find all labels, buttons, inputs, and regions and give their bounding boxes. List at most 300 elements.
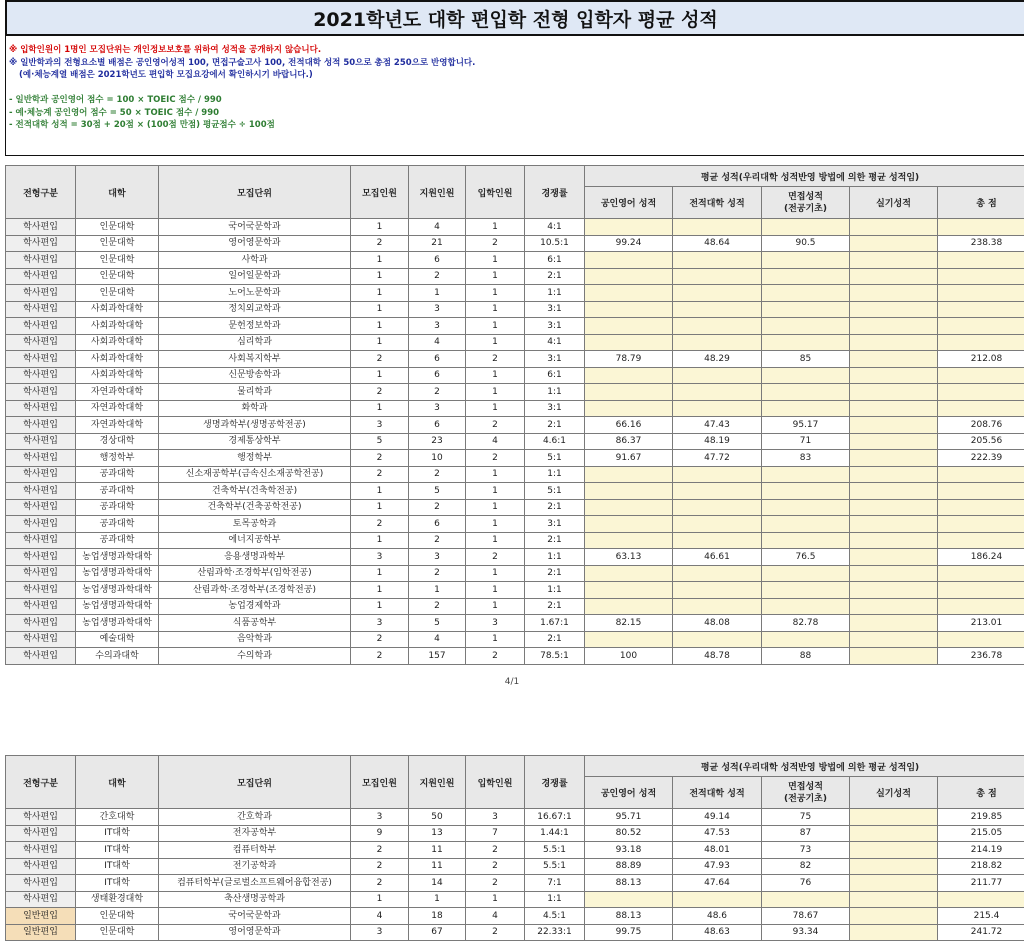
cell-unit: 국어국문학과 (159, 219, 351, 236)
header-total: 총 점 (938, 187, 1024, 219)
cell-unit: 축산생명공학과 (159, 891, 351, 908)
cell-quota: 1 (351, 367, 409, 384)
cell-interview (762, 219, 850, 236)
cell-practical (850, 466, 938, 483)
cell-college: 농업생명과학대학 (76, 549, 159, 566)
cell-english (585, 582, 673, 599)
cell-ratio: 16.67:1 (525, 809, 585, 826)
results-table-1 (5, 165, 1024, 665)
cell-english: 66.16 (585, 417, 673, 434)
cell-ratio: 2:1 (525, 598, 585, 615)
cell-total: 205.56 (938, 433, 1024, 450)
table-row (6, 549, 1024, 566)
cell-english (585, 516, 673, 533)
cell-interview: 82.78 (762, 615, 850, 632)
table-row (6, 891, 1024, 908)
cell-total: 208.76 (938, 417, 1024, 434)
header-avg-group: 평균 성적(우리대학 성적반영 방법에 의한 평균 성적임) (585, 756, 1024, 777)
cell-unit: 전기공학과 (159, 858, 351, 875)
cell-unit: 경제통상학부 (159, 433, 351, 450)
table-row (6, 582, 1024, 599)
cell-interview: 88 (762, 648, 850, 665)
cell-english: 80.52 (585, 825, 673, 842)
header-ratio: 경쟁률 (525, 166, 585, 219)
table-body-2 (6, 809, 1024, 941)
cell-type: 학사편입 (6, 219, 76, 236)
cell-admitted: 2 (466, 450, 525, 467)
cell-total (938, 499, 1024, 516)
cell-applicants: 21 (409, 235, 466, 252)
cell-practical (850, 908, 938, 925)
cell-english: 91.67 (585, 450, 673, 467)
header-quota: 모집인원 (351, 756, 409, 809)
header-total: 총 점 (938, 777, 1024, 809)
cell-type: 학사편입 (6, 466, 76, 483)
cell-english: 100 (585, 648, 673, 665)
cell-college: 농업생명과학대학 (76, 565, 159, 582)
table-row (6, 532, 1024, 549)
cell-practical (850, 532, 938, 549)
cell-applicants: 2 (409, 598, 466, 615)
cell-applicants: 13 (409, 825, 466, 842)
cell-ratio: 1:1 (525, 891, 585, 908)
cell-ratio: 1:1 (525, 466, 585, 483)
cell-english (585, 891, 673, 908)
cell-admitted: 2 (466, 842, 525, 859)
cell-applicants: 10 (409, 450, 466, 467)
cell-prev-univ (673, 532, 762, 549)
cell-practical (850, 582, 938, 599)
table-row (6, 565, 1024, 582)
cell-ratio: 2:1 (525, 631, 585, 648)
cell-practical (850, 858, 938, 875)
cell-admitted: 4 (466, 433, 525, 450)
cell-type: 학사편입 (6, 252, 76, 269)
header-type: 전형구분 (6, 756, 76, 809)
cell-interview (762, 516, 850, 533)
cell-prev-univ: 48.01 (673, 842, 762, 859)
cell-college: 예술대학 (76, 631, 159, 648)
privacy-note: ※ 입학인원이 1명인 모집단위는 개인정보보호를 위하여 성적을 공개하지 않습니다. (9, 45, 322, 55)
cell-applicants: 2 (409, 565, 466, 582)
cell-total: 215.05 (938, 825, 1024, 842)
cell-unit: 농업경제학과 (159, 598, 351, 615)
cell-ratio: 10.5:1 (525, 235, 585, 252)
cell-unit: 에너지공학부 (159, 532, 351, 549)
header-practical: 실기성적 (850, 187, 938, 219)
cell-interview: 93.34 (762, 924, 850, 941)
cell-interview: 85 (762, 351, 850, 368)
cell-college: IT대학 (76, 858, 159, 875)
cell-interview (762, 499, 850, 516)
cell-unit: 응용생명과학부 (159, 549, 351, 566)
header-type: 전형구분 (6, 166, 76, 219)
table-row (6, 351, 1024, 368)
cell-quota: 1 (351, 598, 409, 615)
cell-college: 농업생명과학대학 (76, 582, 159, 599)
cell-ratio: 2:1 (525, 565, 585, 582)
cell-unit: 건축학부(건축공학전공) (159, 499, 351, 516)
cell-interview: 90.5 (762, 235, 850, 252)
cell-total (938, 565, 1024, 582)
cell-applicants: 3 (409, 400, 466, 417)
header-interview-line1: 면접성적 (788, 781, 823, 792)
table-row (6, 483, 1024, 500)
cell-unit: 사학과 (159, 252, 351, 269)
cell-unit: 음악학과 (159, 631, 351, 648)
cell-admitted: 2 (466, 549, 525, 566)
table-row (6, 400, 1024, 417)
cell-total (938, 891, 1024, 908)
cell-interview: 78.67 (762, 908, 850, 925)
cell-interview: 87 (762, 825, 850, 842)
cell-applicants: 3 (409, 301, 466, 318)
cell-interview: 95.17 (762, 417, 850, 434)
cell-quota: 1 (351, 891, 409, 908)
cell-applicants: 157 (409, 648, 466, 665)
cell-total (938, 582, 1024, 599)
cell-total: 241.72 (938, 924, 1024, 941)
table-row (6, 908, 1024, 925)
cell-practical (850, 301, 938, 318)
cell-unit: 국어국문학과 (159, 908, 351, 925)
cell-practical (850, 549, 938, 566)
cell-english: 99.75 (585, 924, 673, 941)
cell-prev-univ: 47.64 (673, 875, 762, 892)
cell-quota: 3 (351, 809, 409, 826)
cell-college: 경상대학 (76, 433, 159, 450)
cell-prev-univ: 48.78 (673, 648, 762, 665)
cell-admitted: 1 (466, 466, 525, 483)
cell-english (585, 384, 673, 401)
table-row (6, 235, 1024, 252)
cell-total (938, 516, 1024, 533)
header-unit: 모집단위 (159, 166, 351, 219)
cell-prev-univ (673, 565, 762, 582)
cell-practical (850, 516, 938, 533)
cell-applicants: 14 (409, 875, 466, 892)
cell-total (938, 285, 1024, 302)
cell-college: 사회과학대학 (76, 334, 159, 351)
cell-english (585, 252, 673, 269)
cell-english (585, 598, 673, 615)
cell-admitted: 1 (466, 565, 525, 582)
cell-total (938, 483, 1024, 500)
cell-practical (850, 433, 938, 450)
cell-unit: 컴퓨터학부(글로벌소프트웨어융합전공) (159, 875, 351, 892)
english-formula-general: - 일반학과 공인영어 점수 = 100 × TOEIC 점수 / 990 (9, 95, 222, 105)
cell-type: 학사편입 (6, 483, 76, 500)
cell-total: 212.08 (938, 351, 1024, 368)
cell-college: 사회과학대학 (76, 351, 159, 368)
cell-type: 학사편입 (6, 285, 76, 302)
cell-total (938, 384, 1024, 401)
cell-admitted: 1 (466, 318, 525, 335)
cell-type: 일반편입 (6, 924, 76, 941)
cell-applicants: 4 (409, 334, 466, 351)
cell-practical (850, 648, 938, 665)
cell-unit: 일어일문학과 (159, 268, 351, 285)
cell-practical (850, 891, 938, 908)
cell-quota: 1 (351, 499, 409, 516)
cell-total: 222.39 (938, 450, 1024, 467)
notes-panel (5, 36, 1024, 156)
cell-prev-univ (673, 891, 762, 908)
table-row (6, 417, 1024, 434)
cell-practical (850, 499, 938, 516)
cell-quota: 1 (351, 252, 409, 269)
header-admitted: 입학인원 (466, 166, 525, 219)
cell-quota: 4 (351, 908, 409, 925)
cell-admitted: 1 (466, 891, 525, 908)
cell-ratio: 1:1 (525, 582, 585, 599)
cell-college: 사회과학대학 (76, 367, 159, 384)
table-row (6, 499, 1024, 516)
cell-quota: 1 (351, 268, 409, 285)
cell-prev-univ: 47.72 (673, 450, 762, 467)
cell-practical (850, 450, 938, 467)
cell-total: 213.01 (938, 615, 1024, 632)
cell-quota: 2 (351, 858, 409, 875)
cell-college: 수의과대학 (76, 648, 159, 665)
cell-ratio: 6:1 (525, 252, 585, 269)
cell-ratio: 1:1 (525, 384, 585, 401)
cell-quota: 2 (351, 875, 409, 892)
cell-total: 186.24 (938, 549, 1024, 566)
cell-admitted: 2 (466, 351, 525, 368)
cell-type: 학사편입 (6, 891, 76, 908)
cell-total: 236.78 (938, 648, 1024, 665)
cell-ratio: 3:1 (525, 318, 585, 335)
header-unit: 모집단위 (159, 756, 351, 809)
cell-total: 238.38 (938, 235, 1024, 252)
cell-ratio: 1:1 (525, 285, 585, 302)
cell-prev-univ (673, 483, 762, 500)
cell-quota: 2 (351, 384, 409, 401)
cell-english: 93.18 (585, 842, 673, 859)
cell-admitted: 1 (466, 516, 525, 533)
cell-unit: 신문방송학과 (159, 367, 351, 384)
cell-applicants: 6 (409, 516, 466, 533)
cell-applicants: 6 (409, 252, 466, 269)
scoring-note: ※ 일반학과의 전형요소별 배점은 공인영어성적 100, 면접구술고사 100, 전적대학 성적 50으로 총점 250으로 반영합니다. (9, 57, 476, 68)
cell-applicants: 1 (409, 582, 466, 599)
table-row (6, 367, 1024, 384)
cell-applicants: 2 (409, 532, 466, 549)
cell-applicants: 6 (409, 417, 466, 434)
cell-english (585, 631, 673, 648)
cell-admitted: 3 (466, 809, 525, 826)
cell-prev-univ: 48.29 (673, 351, 762, 368)
cell-type: 학사편입 (6, 582, 76, 599)
cell-total (938, 400, 1024, 417)
table-row (6, 466, 1024, 483)
header-practical: 실기성적 (850, 777, 938, 809)
header-quota: 모집인원 (351, 166, 409, 219)
table-row (6, 648, 1024, 665)
cell-unit: 물리학과 (159, 384, 351, 401)
cell-type: 학사편입 (6, 318, 76, 335)
cell-prev-univ: 46.61 (673, 549, 762, 566)
cell-applicants: 5 (409, 615, 466, 632)
cell-prev-univ (673, 598, 762, 615)
cell-type: 학사편입 (6, 235, 76, 252)
table-row (6, 301, 1024, 318)
cell-college: 공과대학 (76, 516, 159, 533)
cell-college: 인문대학 (76, 219, 159, 236)
cell-total (938, 318, 1024, 335)
cell-admitted: 2 (466, 235, 525, 252)
cell-quota: 2 (351, 631, 409, 648)
cell-ratio: 2:1 (525, 499, 585, 516)
cell-quota: 2 (351, 516, 409, 533)
cell-practical (850, 842, 938, 859)
cell-type: 학사편입 (6, 875, 76, 892)
cell-english (585, 268, 673, 285)
cell-interview (762, 400, 850, 417)
cell-quota: 1 (351, 301, 409, 318)
cell-unit: 문헌정보학과 (159, 318, 351, 335)
header-english: 공인영어 성적 (585, 777, 673, 809)
cell-admitted: 1 (466, 532, 525, 549)
cell-college: 간호대학 (76, 809, 159, 826)
cell-unit: 생명과학부(생명공학전공) (159, 417, 351, 434)
cell-type: 학사편입 (6, 648, 76, 665)
header-interview-line2: (전공기초) (783, 793, 827, 804)
cell-quota: 3 (351, 924, 409, 941)
cell-english (585, 367, 673, 384)
cell-admitted: 2 (466, 875, 525, 892)
cell-unit: 영어영문학과 (159, 235, 351, 252)
cell-prev-univ (673, 334, 762, 351)
cell-ratio: 2:1 (525, 532, 585, 549)
cell-practical (850, 235, 938, 252)
cell-quota: 3 (351, 417, 409, 434)
cell-admitted: 7 (466, 825, 525, 842)
cell-interview (762, 285, 850, 302)
cell-ratio: 4:1 (525, 334, 585, 351)
cell-quota: 2 (351, 648, 409, 665)
cell-admitted: 3 (466, 615, 525, 632)
table-row (6, 858, 1024, 875)
cell-practical (850, 318, 938, 335)
cell-practical (850, 334, 938, 351)
cell-admitted: 1 (466, 219, 525, 236)
cell-admitted: 1 (466, 631, 525, 648)
cell-ratio: 2:1 (525, 417, 585, 434)
table-row (6, 384, 1024, 401)
cell-type: 학사편입 (6, 825, 76, 842)
cell-quota: 2 (351, 466, 409, 483)
cell-applicants: 4 (409, 219, 466, 236)
cell-ratio: 3:1 (525, 301, 585, 318)
cell-english (585, 483, 673, 500)
cell-college: 사회과학대학 (76, 318, 159, 335)
cell-ratio: 4.5:1 (525, 908, 585, 925)
cell-applicants: 6 (409, 351, 466, 368)
cell-interview: 83 (762, 450, 850, 467)
cell-type: 학사편입 (6, 351, 76, 368)
cell-practical (850, 400, 938, 417)
cell-ratio: 1.44:1 (525, 825, 585, 842)
cell-practical (850, 924, 938, 941)
cell-college: IT대학 (76, 875, 159, 892)
cell-college: 공과대학 (76, 466, 159, 483)
cell-admitted: 4 (466, 908, 525, 925)
cell-interview (762, 532, 850, 549)
cell-college: 자연과학대학 (76, 400, 159, 417)
cell-unit: 영어영문학과 (159, 924, 351, 941)
cell-ratio: 3:1 (525, 351, 585, 368)
cell-english: 82.15 (585, 615, 673, 632)
cell-college: 농업생명과학대학 (76, 615, 159, 632)
cell-unit: 화학과 (159, 400, 351, 417)
cell-practical (850, 809, 938, 826)
cell-prev-univ (673, 252, 762, 269)
cell-type: 학사편입 (6, 549, 76, 566)
cell-unit: 건축학부(건축학전공) (159, 483, 351, 500)
cell-prev-univ (673, 516, 762, 533)
cell-unit: 토목공학과 (159, 516, 351, 533)
cell-prev-univ (673, 466, 762, 483)
cell-ratio: 3:1 (525, 400, 585, 417)
cell-type: 학사편입 (6, 499, 76, 516)
cell-interview (762, 631, 850, 648)
cell-prev-univ (673, 499, 762, 516)
cell-applicants: 1 (409, 891, 466, 908)
cell-admitted: 2 (466, 858, 525, 875)
cell-english: 78.79 (585, 351, 673, 368)
cell-practical (850, 565, 938, 582)
cell-admitted: 1 (466, 499, 525, 516)
cell-quota: 1 (351, 532, 409, 549)
cell-english: 63.13 (585, 549, 673, 566)
cell-ratio: 7:1 (525, 875, 585, 892)
cell-prev-univ: 47.93 (673, 858, 762, 875)
cell-admitted: 1 (466, 252, 525, 269)
cell-applicants: 6 (409, 367, 466, 384)
cell-quota: 3 (351, 615, 409, 632)
cell-prev-univ: 47.53 (673, 825, 762, 842)
cell-admitted: 2 (466, 924, 525, 941)
prev-univ-formula: - 전적대학 성적 = 30점 + 20점 × (100점 만점) 평균점수 ÷ 100점 (9, 120, 275, 130)
table-row (6, 450, 1024, 467)
cell-college: 사회과학대학 (76, 301, 159, 318)
cell-total: 211.77 (938, 875, 1024, 892)
cell-ratio: 3:1 (525, 516, 585, 533)
cell-interview (762, 565, 850, 582)
header-college: 대학 (76, 756, 159, 809)
cell-practical (850, 384, 938, 401)
cell-interview (762, 483, 850, 500)
cell-total (938, 301, 1024, 318)
cell-english: 95.71 (585, 809, 673, 826)
cell-ratio: 1.67:1 (525, 615, 585, 632)
cell-admitted: 1 (466, 285, 525, 302)
table-row (6, 219, 1024, 236)
cell-applicants: 23 (409, 433, 466, 450)
cell-english (585, 466, 673, 483)
page-title: 2021학년도 대학 편입학 전형 입학자 평균 성적 (5, 0, 1024, 36)
cell-interview (762, 252, 850, 269)
table-row (6, 433, 1024, 450)
table-row (6, 631, 1024, 648)
cell-applicants: 2 (409, 499, 466, 516)
cell-interview (762, 367, 850, 384)
cell-unit: 정치외교학과 (159, 301, 351, 318)
cell-total (938, 367, 1024, 384)
cell-college: 인문대학 (76, 285, 159, 302)
